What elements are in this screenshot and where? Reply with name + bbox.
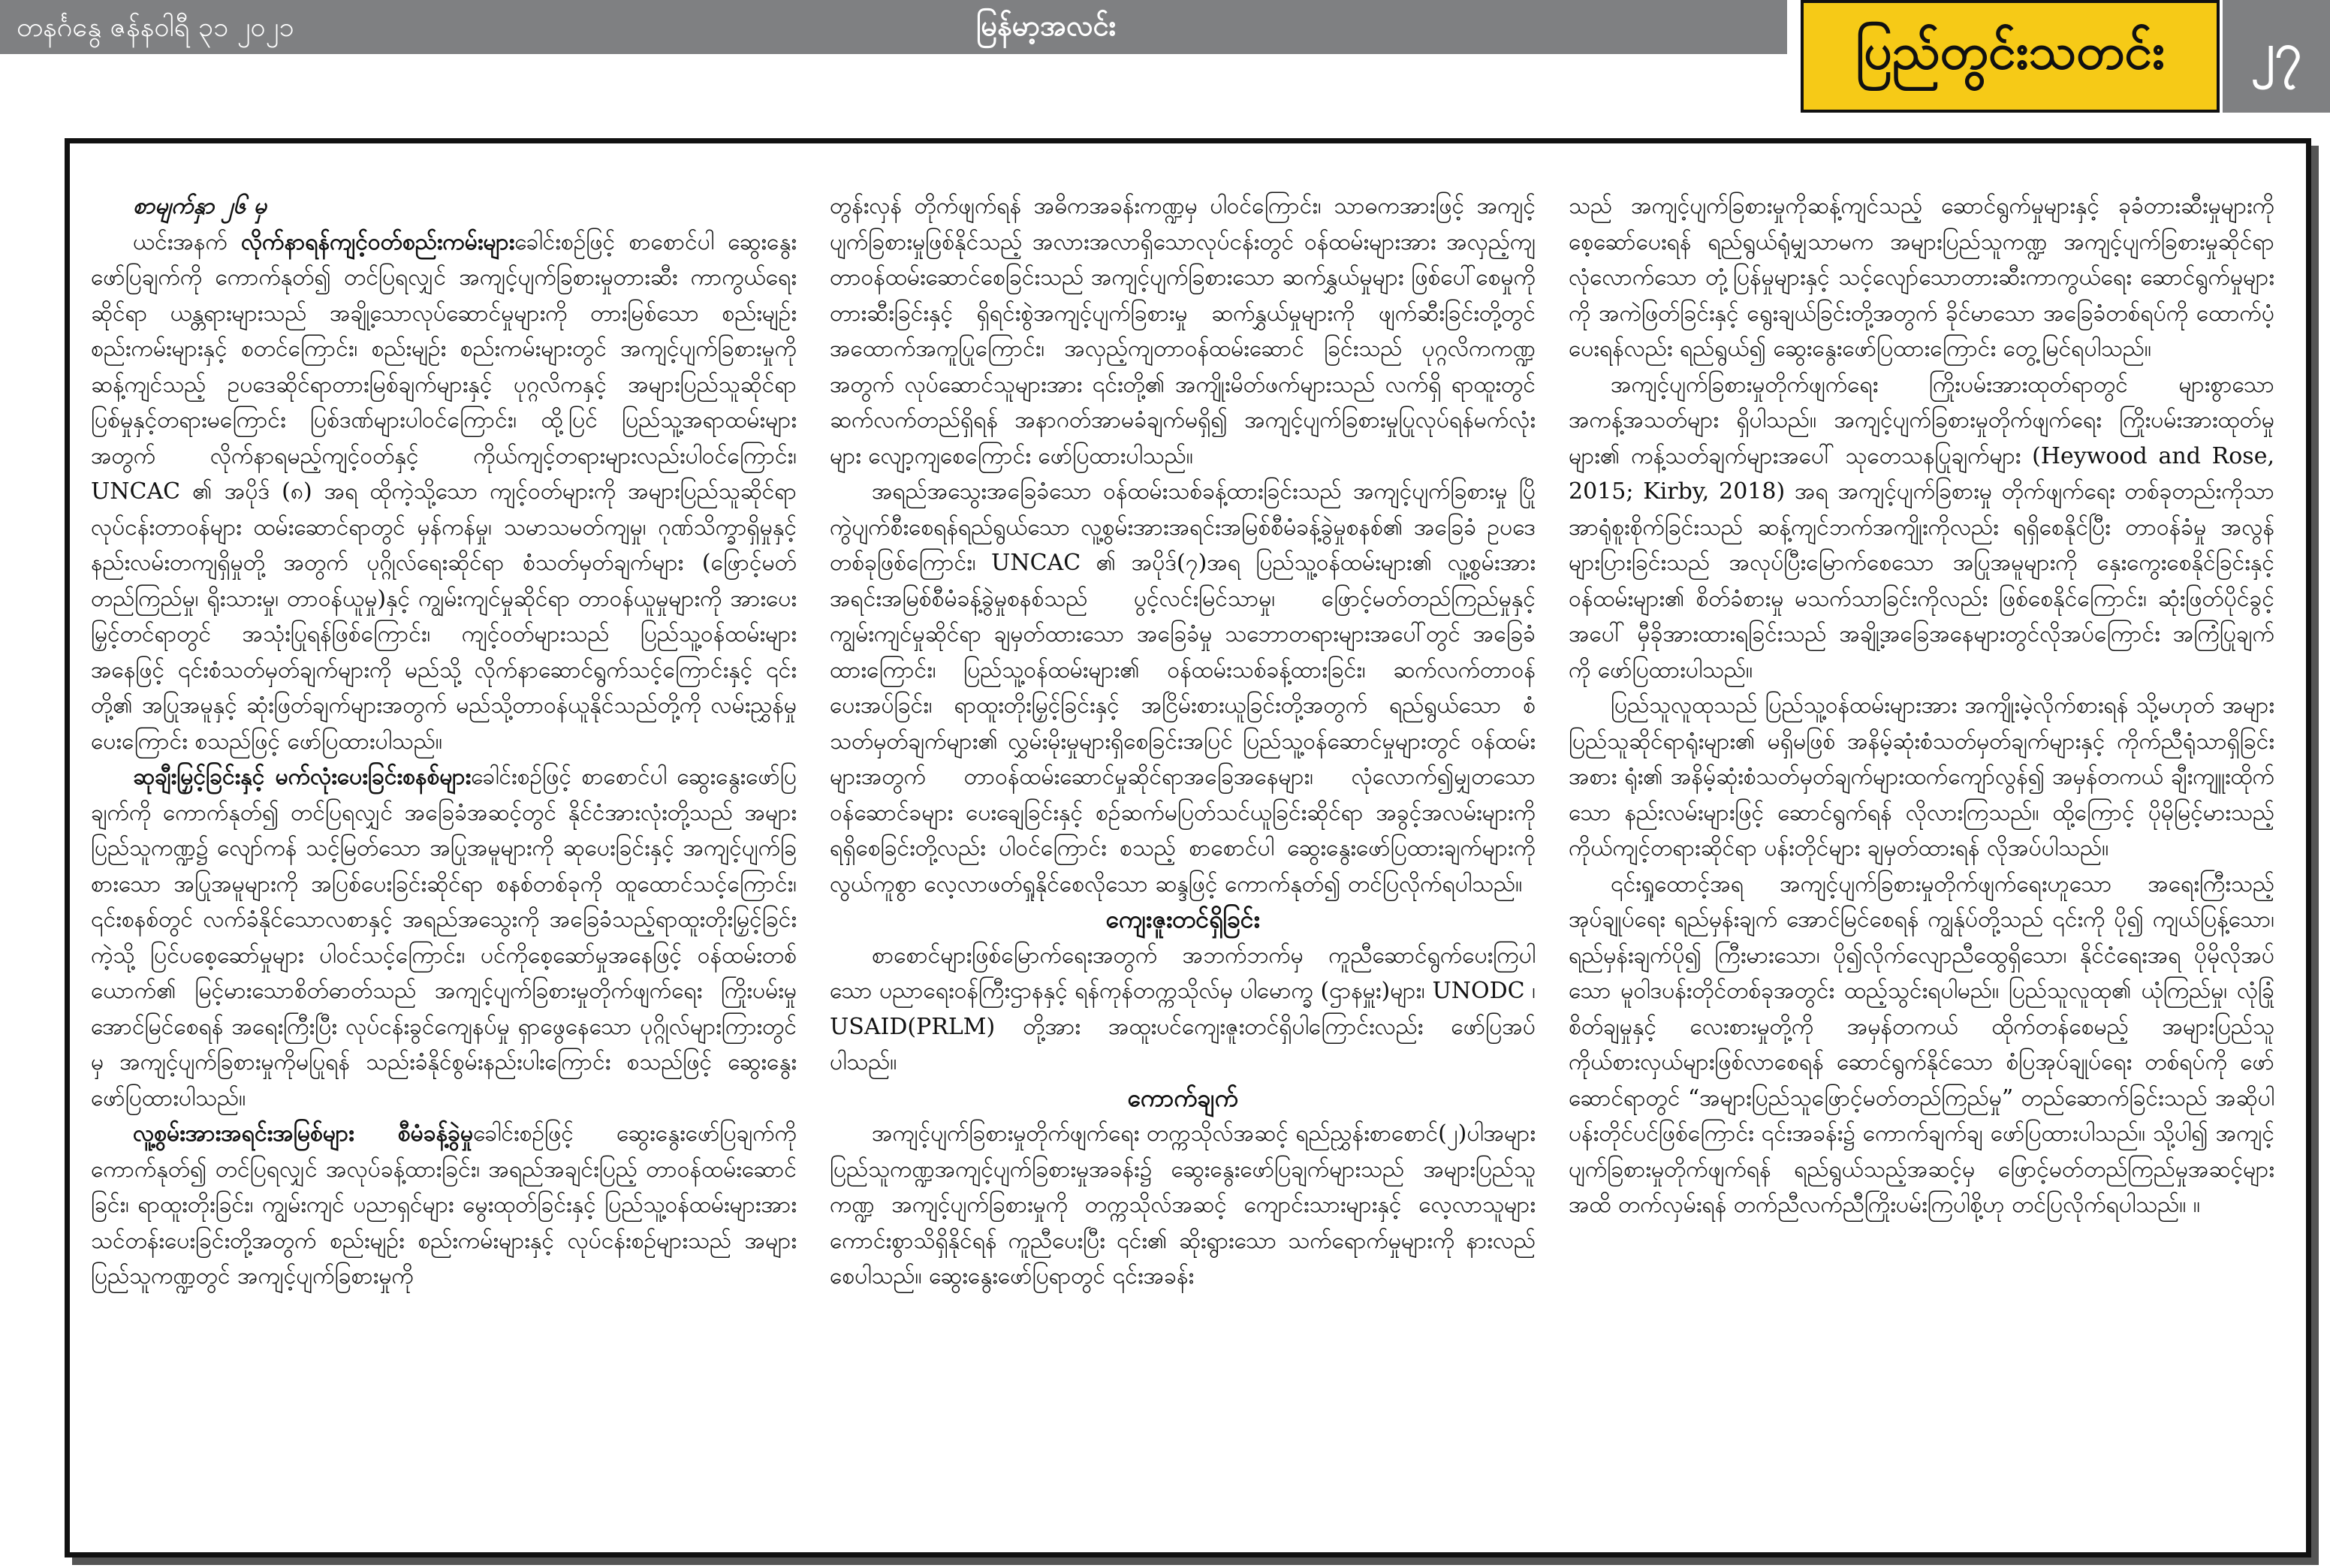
paragraph: သည် အကျင့်ပျက်ခြစားမှုကိုဆန့်ကျင်သည့် ဆောင်ရွက်မှုများနှင့် ခုခံတားဆီးမှုများကို စေ့ဆော်ပေးရန် ရည်ရွယ်ရုံမျှသာမက အများပြည်သူကဏ္ဍ အကျင့်ပျက်ခြစားမှုဆိုင်ရာ လုံလောက်သော တုံ့ပြန်မှုများနှင့် သင့်လျော်သောတားဆီးကာကွယ်ရေး ဆောင်ရွက်မှုများကို အကဲဖြတ်ခြင်းနှင့် ရွေးချယ်ခြင်းတို့အတွက် ခိုင်မာသော အခြေခံတစ်ရပ်ကို ထောက်ပံ့ပေးရန်လည်း ရည်ရွယ်၍ ဆွေးနွေးဖော်ပြထားကြောင်း တွေ့မြင်ရပါသည်။ — [1569, 193, 2274, 362]
body-text: ခေါင်းစဉ်ဖြင့် ဆွေးနွေးဖော်ပြချက်ကို ကောက်နုတ်၍ တင်ပြရလျှင် အလုပ်ခန့်ထားခြင်း၊ အရည်အချင်းပြည့် တာဝန်ထမ်းဆောင်ခြင်း၊ ရာထူးတိုးခြင်း၊ ကျွမ်းကျင် ပညာရှင်များ မွေးထုတ်ခြင်းနှင့် ပြည်သူ့ဝန်ထမ်းများအား သင်တန်းပေးခြင်းတို့အတွက် စည်းမျဉ်း စည်းကမ်းများနှင့် လုပ်ငန်းစဉ်များသည် အများပြည်သူကဏ္ဍတွင် အကျင့်ပျက်ခြစားမှုကို — [91, 1120, 797, 1289]
paragraph: တွန်းလှန် တိုက်ဖျက်ရန် အဓိကအခန်းကဏ္ဍမှ ပါဝင်ကြောင်း၊ သာဓကအားဖြင့် အကျင့်ပျက်ခြစားမှုဖြစ်နိုင်သည့် အလားအလာရှိသောလုပ်ငန်းတွင် ဝန်ထမ်းများအား အလှည့်ကျတာဝန်ထမ်းဆောင်စေခြင်းသည် အကျင့်ပျက်ခြစားသော ဆက်နွှယ်မှုများ ဖြစ်ပေါ်စေမှုကို တားဆီးခြင်းနှင့် ရှိရင်းစွဲအကျင့်ပျက်ခြစားမှု ဆက်နွှယ်မှုများကို ဖျက်ဆီးခြင်းတို့တွင် အထောက်အကူပြုကြောင်း၊ အလှည့်ကျတာဝန်ထမ်းဆောင် ခြင်းသည် ပုဂ္ဂလိကကဏ္ဍအတွက် လုပ်ဆောင်သူများအား ၎င်းတို့၏ အကျိုးမိတ်ဖက်များသည် လက်ရှိ ရာထူးတွင် ဆက်လက်တည်ရှိရန် အနာဂတ်အာမခံချက်မရှိ၍ အကျင့်ပျက်ခြစားမှုပြုလုပ်ရန်မက်လုံးများ လျော့ကျစေကြောင်း ဖော်ပြထားပါသည်။ — [830, 193, 1536, 469]
continued-from: စာမျက်နှာ ၂၆ မှ — [133, 193, 267, 219]
paragraph: စာစောင်များဖြစ်မြောက်ရေးအတွက် အဘက်ဘက်မှ ကူညီဆောင်ရွက်ပေးကြပါသော ပညာရေးဝန်ကြီးဌာနနှင့် ရန်ကုန်တက္ကသိုလ်မှ ပါမောက္ခ (ဌာနမှူး)များ၊ UNODC ၊ USAID(PRLM) တို့အား အထူးပင်ကျေးဇူးတင်ရှိပါကြောင်းလည်း ဖော်ပြအပ်ပါသည်။ — [830, 942, 1536, 1075]
header-bar — [0, 0, 1787, 54]
page-number: ၂၇ — [2223, 0, 2330, 113]
paragraph — [91, 1116, 797, 1295]
subheading-acknowledgement: ကျေးဇူးတင်ရှိခြင်း — [1105, 905, 1260, 933]
section-logo: ပြည်တွင်းသတင်း — [1801, 0, 2220, 113]
paragraph: အကျင့်ပျက်ခြစားမှုတိုက်ဖျက်ရေး ကြိုးပမ်းအားထုတ်ရာတွင် များစွာသော အကန့်အသတ်များ ရှိပါသည်။ အကျင့်ပျက်ခြစားမှုတိုက်ဖျက်ရေး ကြိုးပမ်းအားထုတ်မှုများ၏ ကန့်သတ်ချက်များအပေါ် သုတေသနပြုချက်များ (Heywood and Rose, 2015; Kirby, 2018) အရ အကျင့်ပျက်ခြစားမှု တိုက်ဖျက်ရေး တစ်ခုတည်းကိုသာ အာရုံစူးစိုက်ခြင်းသည် ဆန့်ကျင်ဘက်အကျိုးကိုလည်း ရရှိစေနိုင်ပြီး တာဝန်ခံမှု အလွန်များပြားခြင်းသည် အလုပ်ပြီးမြောက်စေသော အပြုအမူများကို နှေးကွေးစေနိုင်ခြင်းနှင့် ဝန်ထမ်းများ၏ စိတ်ခံစားမှု မသက်သာခြင်းကိုလည်း ဖြစ်စေနိုင်ကြောင်း၊ ဆုံးဖြတ်ပိုင်ခွင့်အပေါ် မှီခိုအားထားရခြင်းသည် အချို့အခြေအနေများတွင်လိုအပ်ကြောင်း အကြံပြုချက်ကို ဖော်ပြထားပါသည်။ — [1569, 371, 2274, 683]
bold-heading: လူ့စွမ်းအားအရင်းအမြစ်များ စီမံခန့်ခွဲမှု — [133, 1120, 474, 1147]
paragraph — [91, 759, 797, 1116]
body-text: ခေါင်းစဉ်ဖြင့် စာစောင်ပါ ဆွေးနွေးဖော်ပြချက်ကို ကောက်နုတ်၍ တင်ပြရလျှင် အကျင့်ပျက်ခြစားမှုတားဆီး ကာကွယ်ရေးဆိုင်ရာ ယန္တရားများသည် အချို့သောလုပ်ဆောင်မှုများကို တားမြစ်သော စည်းမျဉ်းစည်းကမ်းများနှင့် စတင်ကြောင်း၊ စည်းမျဉ်း စည်းကမ်းများတွင် အကျင့်ပျက်ခြစားမှုကိုဆန့်ကျင်သည့် ဥပဒေဆိုင်ရာတားမြစ်ချက်များနှင့် ပုဂ္ဂလိကနှင့် အများပြည်သူဆိုင်ရာ ပြစ်မှုနှင့်တရားမကြောင်း ပြစ်ဒဏ်များပါဝင်ကြောင်း၊ ထို့ပြင် ပြည်သူ့အရာထမ်းများအတွက် လိုက်နာရမည့်ကျင့်ဝတ်နှင့် ကိုယ်ကျင့်တရားများလည်းပါဝင်ကြောင်း၊ UNCAC ၏ အပိုဒ် (၈) အရ ထိုကဲ့သို့သော ကျင့်ဝတ်များကို အများပြည်သူဆိုင်ရာ လုပ်ငန်းတာဝန်များ ထမ်းဆောင်ရာတွင် မှန်ကန်မှု၊ သမာသမတ်ကျမှု၊ ဂုဏ်သိက္ခာရှိမှုနှင့် နည်းလမ်းတကျရှိမှုတို့ အတွက် ပုဂ္ဂိုလ်ရေးဆိုင်ရာ စံသတ်မှတ်ချက်များ (ဖြောင့်မတ်တည်ကြည်မှု၊ ရိုးသားမှု၊ တာဝန်ယူမှု)နှင့် ကျွမ်းကျင်မှုဆိုင်ရာ တာဝန်ယူမှုများကို အားပေးမြှင့်တင်ရာတွင် အသုံးပြုရန်ဖြစ်ကြောင်း၊ ကျင့်ဝတ်များသည် ပြည်သူ့ဝန်ထမ်းများအနေဖြင့် ၎င်းစံသတ်မှတ်ချက်များကို မည်သို့ လိုက်နာဆောင်ရွက်သင့်ကြောင်းနှင့် ၎င်းတို့၏ အပြုအမူနှင့် ဆုံးဖြတ်ချက်များအတွက် မည်သို့တာဝန်ယူနိုင်သည်တို့ကို လမ်းညွှန်မှုပေးကြောင်း စသည်ဖြင့် ဖော်ပြထားပါသည်။ — [91, 228, 797, 755]
paragraph — [91, 225, 797, 760]
column-3 — [1569, 188, 2274, 1540]
issue-date: တနင်္ဂနွေ ဇန်နဝါရီ ၃၁ ၂၀၂၁ — [17, 12, 294, 43]
subheading-conclusion: ကောက်ချက် — [1127, 1083, 1238, 1112]
lead-text: ယင်းအနက် — [133, 228, 242, 255]
newspaper-name: မြန်မာ့အလင်း — [976, 9, 1117, 42]
body-text: ခေါင်းစဉ်ဖြင့် စာစောင်ပါ ဆွေးနွေးဖော်ပြချက်ကို ကောက်နုတ်၍ တင်ပြရလျှင် အခြေခံအဆင့်တွင် နိုင်ငံအားလုံးတို့သည် အများပြည်သူကဏ္ဍ၌ လျော်ကန် သင့်မြတ်သော အပြုအမူများကို ဆုပေးခြင်းနှင့် အကျင့်ပျက်ခြစားသော အပြုအမူများကို အပြစ်ပေးခြင်းဆိုင်ရာ စနစ်တစ်ခုကို ထူထောင်သင့်ကြောင်း၊ ၎င်းစနစ်တွင် လက်ခံနိုင်သောလစာနှင့် အရည်အသွေးကို အခြေခံသည့်ရာထူးတိုးမြှင့်ခြင်းကဲ့သို့ ပြင်ပစေ့ဆော်မှုများ ပါဝင်သင့်ကြောင်း၊ ပင်ကိုစေ့ဆော်မှုအနေဖြင့် ဝန်ထမ်းတစ်ယောက်၏ မြင့်မားသောစိတ်ဓာတ်သည် အကျင့်ပျက်ခြစားမှုတိုက်ဖျက်ရေး ကြိုးပမ်းမှုအောင်မြင်စေရန် အရေးကြီးပြီး လုပ်ငန်းခွင်ကျေနပ်မှု ရှာဖွေနေသော ပုဂ္ဂိုလ်များကြားတွင်မှ အကျင့်ပျက်ခြစားမှုကိုမပြုရန် သည်းခံနိုင်စွမ်းနည်းပါးကြောင်း စသည်ဖြင့် ဆွေးနွေးဖော်ပြထားပါသည်။ — [91, 764, 797, 1111]
article-frame — [65, 138, 2311, 1557]
paragraph: ပြည်သူလူထုသည် ပြည်သူ့ဝန်ထမ်းများအား အကျိုးမဲ့လိုက်စားရန် သို့မဟုတ် အများပြည်သူဆိုင်ရာရုံးများ၏ မရှိမဖြစ် အနိမ့်ဆုံးစံသတ်မှတ်ချက်များနှင့် ကိုက်ညီရုံသာရှိခြင်းအစား ရုံး၏ အနိမ့်ဆုံးစံသတ်မှတ်ချက်များထက်ကျော်လွန်၍ အမှန်တကယ် ချီးကျူးထိုက်သော နည်းလမ်းများဖြင့် ဆောင်ရွက်ရန် လိုလားကြသည်။ ထို့ကြောင့် ပိုမိုမြင့်မားသည့် ကိုယ်ကျင့်တရားဆိုင်ရာ ပန်းတိုင်များ ချမှတ်ထားရန် လိုအပ်ပါသည်။ — [1569, 692, 2274, 861]
paragraph: ၎င်းရှုထောင့်အရ အကျင့်ပျက်ခြစားမှုတိုက်ဖျက်ရေးဟူသော အရေးကြီးသည့် အုပ်ချုပ်ရေး ရည်မှန်းချက် အောင်မြင်စေရန် ကျွန်ုပ်တို့သည် ၎င်းကို ပို၍ ကျယ်ပြန့်သော၊ ရည်မှန်းချက်ပို၍ ကြီးမားသော၊ ပို၍လိုက်လျောညီထွေရှိသော၊ နိုင်ငံရေးအရ ပိုမိုလိုအပ်သော မူဝါဒပန်းတိုင်တစ်ခုအတွင်း ထည့်သွင်းရပါမည်။ ပြည်သူလူထု၏ ယုံကြည်မှု၊ လုံခြုံစိတ်ချမှုနှင့် လေးစားမှုတို့ကို အမှန်တကယ် ထိုက်တန်စေမည့် အများပြည်သူကိုယ်စားလှယ်များဖြစ်လာစေရန် ဆောင်ရွက်နိုင်သော စံပြအုပ်ချုပ်ရေး တစ်ရပ်ကို ဖော်ဆောင်ရာတွင် “အများပြည်သူဖြောင့်မတ်တည်ကြည်မှု” တည်ဆောက်ခြင်းသည် အဆိုပါ ပန်းတိုင်ပင်ဖြစ်ကြောင်း ၎င်းအခန်း၌ ကောက်ချက်ချ ဖော်ပြထားပါသည်။ သို့ပါ၍ အကျင့်ပျက်ခြစားမှုတိုက်ဖျက်ရန် ရည်ရွယ်သည့်အဆင့်မှ ဖြောင့်မတ်တည်ကြည်မှုအဆင့်များအထိ တက်လှမ်းရန် တက်ညီလက်ညီကြိုးပမ်းကြပါစို့ဟု တင်ပြလိုက်ရပါသည်။ ။ — [1569, 870, 2274, 1218]
column-2 — [830, 188, 1536, 1540]
column-1 — [91, 188, 797, 1540]
paragraph: အရည်အသွေးအခြေခံသော ဝန်ထမ်းသစ်ခန့်ထားခြင်းသည် အကျင့်ပျက်ခြစားမှု ပြိုကွဲပျက်စီးစေရန်ရည်ရွယ်သော လူ့စွမ်းအားအရင်းအမြစ်စီမံခန့်ခွဲမှုစနစ်၏ အခြေခံ ဥပဒေတစ်ခုဖြစ်ကြောင်း၊ UNCAC ၏ အပိုဒ်(၇)အရ ပြည်သူ့ဝန်ထမ်းများ၏ လူ့စွမ်းအားအရင်းအမြစ်စီမံခန့်ခွဲမှုစနစ်သည် ပွင့်လင်းမြင်သာမှု၊ ဖြောင့်မတ်တည်ကြည်မှုနှင့် ကျွမ်းကျင်မှုဆိုင်ရာ ချမှတ်ထားသော အခြေခံမှု သဘောတရားများအပေါ်တွင် အခြေခံထားကြောင်း၊ ပြည်သူ့ဝန်ထမ်းများ၏ ဝန်ထမ်းသစ်ခန့်ထားခြင်း၊ ဆက်လက်တာဝန်ပေးအပ်ခြင်း၊ ရာထူးတိုးမြှင့်ခြင်းနှင့် အငြိမ်းစားယူခြင်းတို့အတွက် ရည်ရွယ်သော စံသတ်မှတ်ချက်များ၏ လွှမ်းမိုးမှုများရှိစေခြင်းအပြင် ပြည်သူ့ဝန်ဆောင်မှုများတွင် ဝန်ထမ်းများအတွက် တာဝန်ထမ်းဆောင်မှုဆိုင်ရာအခြေအနေများ၊ လုံလောက်၍မျှတသောဝန်ဆောင်ခများ ပေးချေခြင်းနှင့် စဉ်ဆက်မပြတ်သင်ယူခြင်းဆိုင်ရာ အခွင့်အလမ်းများကို ရရှိစေခြင်းတို့လည်း ပါဝင်ကြောင်း စသည့် စာစောင်ပါ ဆွေးနွေးဖော်ပြထားချက်များကို လွယ်ကူစွာ လေ့လာဖတ်ရှုနိုင်စေလိုသော ဆန္ဒဖြင့် ကောက်နုတ်၍ တင်ပြလိုက်ရပါသည်။ — [830, 478, 1536, 897]
paragraph: အကျင့်ပျက်ခြစားမှုတိုက်ဖျက်ရေး တက္ကသိုလ်အဆင့် ရည်ညွှန်းစာစောင်(၂)ပါအများပြည်သူကဏ္ဍအကျင့်ပျက်ခြစားမှုအခန်း၌ ဆွေးနွေးဖော်ပြချက်များသည် အများပြည်သူကဏ္ဍ အကျင့်ပျက်ခြစားမှုကို တက္ကသိုလ်အဆင့် ကျောင်းသားများနှင့် လေ့လာသူများ ကောင်းစွာသိရှိနိုင်ရန် ကူညီပေးပြီး ၎င်း၏ ဆိုးရွားသော သက်ရောက်မှုများကို နားလည်စေပါသည်။ ဆွေးနွေးဖော်ပြရာတွင် ၎င်းအခန်း — [830, 1120, 1536, 1289]
bold-heading: ဆုချီးမြှင့်ခြင်းနှင့် မက်လုံးပေးခြင်းစနစ်များ — [133, 764, 472, 790]
bold-heading: လိုက်နာရန်ကျင့်ဝတ်စည်းကမ်းများ — [241, 228, 515, 255]
